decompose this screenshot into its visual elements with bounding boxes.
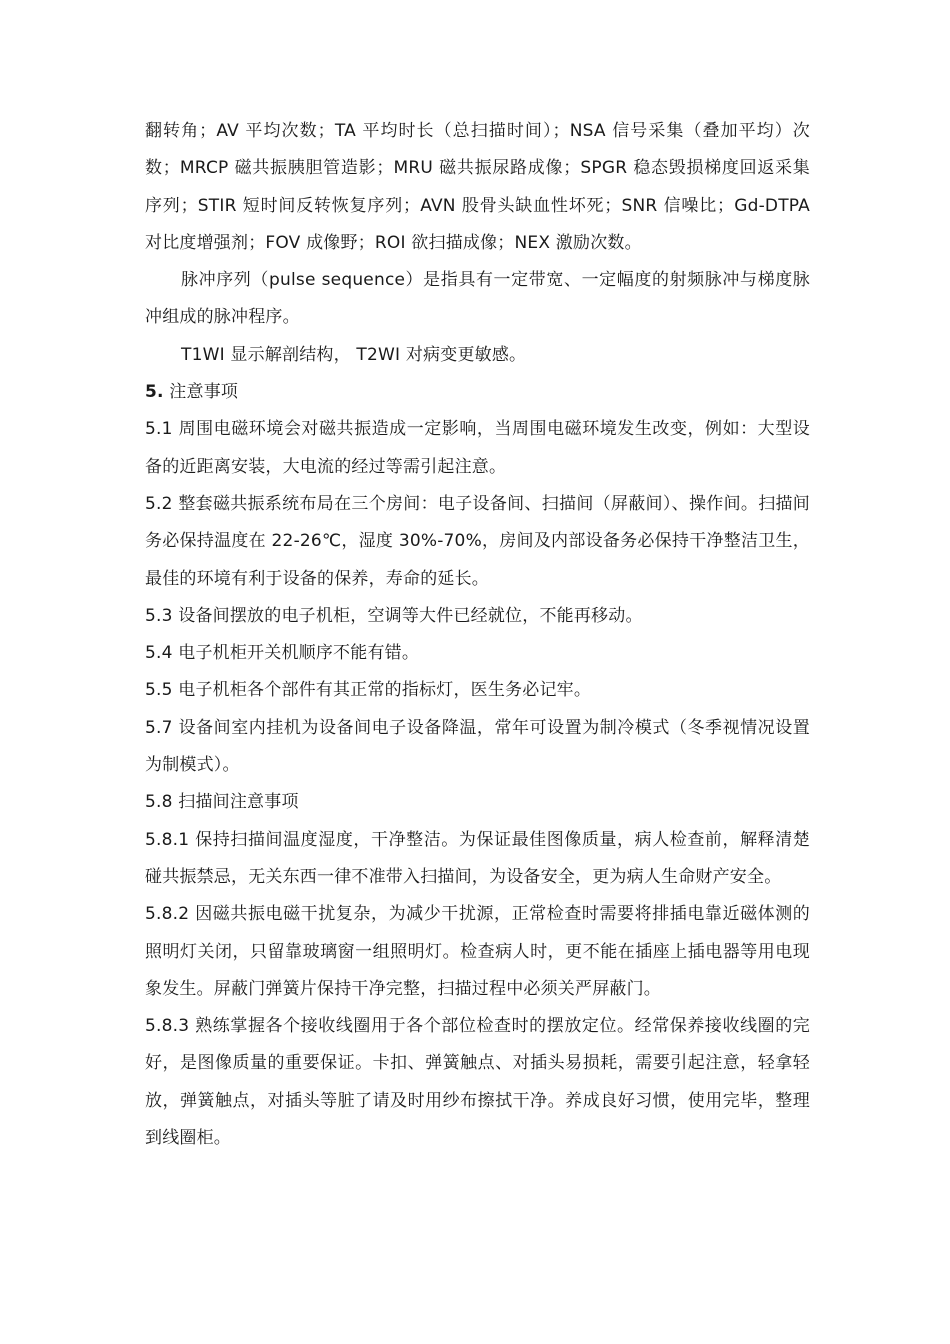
item-5-8-3: 5.8.3 熟练掌握各个接收线圈用于各个部位检查时的摆放定位。经常保养接收线圈的完好，是图像质量的重要保证。卡扣、弹簧触点、对插头易损耗，需要引起注意，轻拿轻放，弹簧触点，对插头等脏了请及时用纱布擦拭干净。养成良好习惯，使用完毕，整理到线圈柜。 xyxy=(145,1016,810,1149)
item-5-8-2: 5.8.2 因磁共振电磁干扰复杂，为减少干扰源，正常检查时需要将排插电靠近磁体测的照明灯关闭，只留靠玻璃窗一组照明灯。检查病人时，更不能在插座上插电器等用电现象发生。屏蔽门弹簧片保持干净完整，扫描过程中必须关严屏蔽门。 xyxy=(145,904,810,999)
item-5-8-heading: 5.8 扫描间注意事项 xyxy=(145,792,299,813)
item-5-1: 5.1 周围电磁环境会对磁共振造成一定影响，当周围电磁环境发生改变，例如：大型设备的近距离安装，大电流的经过等需引起注意。 xyxy=(145,419,810,477)
section-title: 注意事项 xyxy=(163,382,239,403)
item-5-2: 5.2 整套磁共振系统布局在三个房间：电子设备间、扫描间（屏蔽间）、操作间。扫描间务必保持温度在 22-26℃，湿度 30%-70%，房间及内部设备务必保持干净整洁卫生，最佳的环境有利于设备的保养，寿命的延长。 xyxy=(145,493,810,589)
item-5-4: 5.4 电子机柜开关机顺序不能有错。 xyxy=(145,643,420,664)
item-5-5: 5.5 电子机柜各个部件有其正常的指标灯，医生务必记牢。 xyxy=(145,680,592,701)
item-5-7: 5.7 设备间室内挂机为设备间电子设备降温，常年可设置为制冷模式（冬季视情况设置为制模式）。 xyxy=(145,717,810,776)
abbreviation-list-paragraph: 翻转角；AV 平均次数；TA 平均时长（总扫描时间）；NSA 信号采集（叠加平均）次数；MRCP 磁共振胰胆管造影；MRU 磁共振尿路成像；SPGR 稳态毁损梯度回返采集序列；STIR 短时间反转恢复序列；AVN 股骨头缺血性坏死；SNR 信噪比；Gd-DTPA 对比度增强剂；FOV 成像野；ROI 欲扫描成像；NEX 激励次数。 xyxy=(145,121,810,253)
item-5-8-1: 5.8.1 保持扫描间温度湿度，干净整洁。为保证最佳图像质量，病人检查前，解释清楚碰共振禁忌，无关东西一律不准带入扫描间，为设备安全，更为病人生命财产安全。 xyxy=(145,829,810,887)
section-heading-5 xyxy=(145,374,810,411)
item-5-3: 5.3 设备间摆放的电子机柜，空调等大件已经就位，不能再移动。 xyxy=(145,605,643,626)
document-body xyxy=(145,113,810,1157)
t1wi-t2wi-note: T1WI 显示解剖结构， T2WI 对病变更敏感。 xyxy=(181,344,527,365)
section-number: 5. xyxy=(145,382,164,403)
pulse-sequence-definition: 脉冲序列（pulse sequence）是指具有一定带宽、一定幅度的射频脉冲与梯度脉冲组成的脉冲程序。 xyxy=(145,270,810,328)
